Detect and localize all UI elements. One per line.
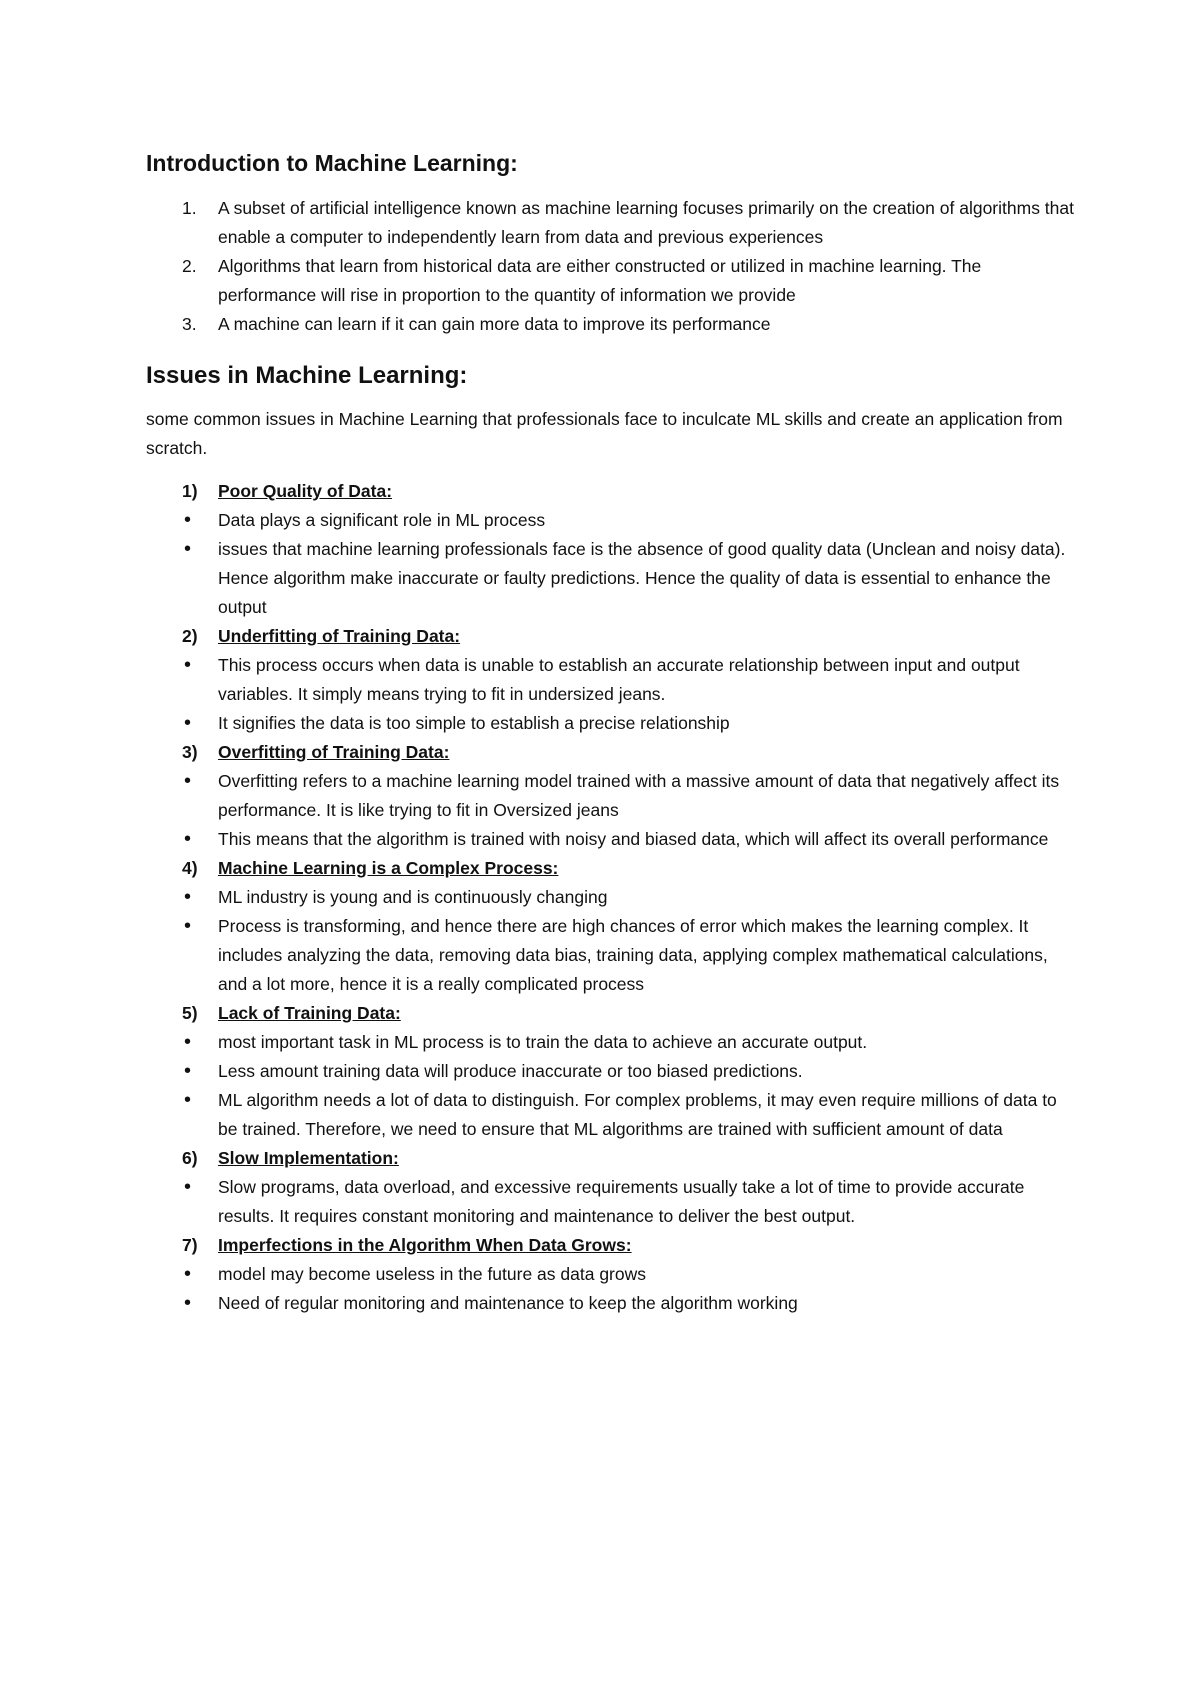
issue-heading bbox=[146, 1144, 1076, 1173]
bullet-item: • It signifies the data is too simple to establish a precise relationship bbox=[146, 709, 1076, 738]
intro-item-text: A subset of artificial intelligence known as machine learning focuses primarily on the creation of algorithms that enable a computer to independently learn from data and previous experiences bbox=[218, 198, 1074, 247]
bullet-item: • Overfitting refers to a machine learning model trained with a massive amount of data that negatively affect its performance. It is like trying to fit in Oversized jeans bbox=[146, 767, 1076, 825]
issue-number: 3) bbox=[182, 742, 198, 762]
issue-number: 5) bbox=[182, 1003, 198, 1023]
intro-list-item bbox=[146, 310, 1076, 339]
issue-section bbox=[146, 1144, 1076, 1231]
intro-list-item bbox=[146, 194, 1076, 252]
bullet-item: • Process is transforming, and hence there are high chances of error which makes the learning complex. It includes analyzing the data, removing data bias, training data, applying complex mathematical calculations, and a lot more, hence it is a really complicated process bbox=[146, 912, 1076, 999]
intro-item-number: 3. bbox=[182, 314, 197, 334]
issue-bullet-list bbox=[146, 506, 1076, 622]
issues-intro-paragraph: some common issues in Machine Learning that professionals face to inculcate ML skills and create an application from scratch. bbox=[146, 409, 1063, 458]
intro-item-text: Algorithms that learn from historical data are either constructed or utilized in machine learning. The performance will rise in proportion to the quantity of information we provide bbox=[218, 256, 982, 305]
bullet-item: • This process occurs when data is unable to establish an accurate relationship between input and output variables. It simply means trying to fit in undersized jeans. bbox=[146, 651, 1076, 709]
intro-item-text: A machine can learn if it can gain more data to improve its performance bbox=[218, 314, 771, 334]
issue-bullet-list bbox=[146, 651, 1076, 738]
intro-list-item bbox=[146, 252, 1076, 310]
bullet-item: • Data plays a significant role in ML process bbox=[146, 506, 1076, 535]
issue-bullet-list bbox=[146, 1028, 1076, 1144]
issue-title: Lack of Training Data: bbox=[218, 1003, 401, 1023]
issue-bullet-list bbox=[146, 767, 1076, 854]
issue-section bbox=[146, 999, 1076, 1144]
bullet-item: • Less amount training data will produce inaccurate or too biased predictions. bbox=[146, 1057, 1076, 1086]
issue-section bbox=[146, 854, 1076, 999]
bullet-item: • This means that the algorithm is trained with noisy and biased data, which will affect its overall performance bbox=[146, 825, 1076, 854]
issue-number: 7) bbox=[182, 1235, 198, 1255]
document-content bbox=[146, 148, 1076, 1318]
issue-heading bbox=[146, 1231, 1076, 1260]
issue-bullet-list bbox=[146, 1173, 1076, 1231]
issue-number: 2) bbox=[182, 626, 198, 646]
intro-item-number: 1. bbox=[182, 198, 197, 218]
issue-title: Poor Quality of Data: bbox=[218, 481, 393, 501]
issue-heading bbox=[146, 854, 1076, 883]
issue-title: Underfitting of Training Data: bbox=[218, 626, 461, 646]
issue-heading bbox=[146, 477, 1076, 506]
issue-number: 4) bbox=[182, 858, 198, 878]
issue-title: Machine Learning is a Complex Process: bbox=[218, 858, 559, 878]
bullet-item: • Slow programs, data overload, and excessive requirements usually take a lot of time to provide accurate results. It requires constant monitoring and maintenance to deliver the best output. bbox=[146, 1173, 1076, 1231]
bullet-item: • issues that machine learning professionals face is the absence of good quality data (Unclean and noisy data). Hence algorithm make inaccurate or faulty predictions. Hence the quality of data is essential to enhance the output bbox=[146, 535, 1076, 622]
issue-heading bbox=[146, 999, 1076, 1028]
bullet-item: • most important task in ML process is to train the data to achieve an accurate output. bbox=[146, 1028, 1076, 1057]
issues-heading: Issues in Machine Learning: bbox=[146, 362, 468, 389]
intro-list bbox=[146, 194, 1076, 339]
intro-heading: Introduction to Machine Learning: bbox=[146, 150, 518, 176]
issue-section bbox=[146, 477, 1076, 622]
issue-bullet-list bbox=[146, 1260, 1076, 1318]
issue-section bbox=[146, 622, 1076, 738]
issue-title: Overfitting of Training Data: bbox=[218, 742, 450, 762]
issue-number: 1) bbox=[182, 481, 198, 501]
bullet-item: • ML algorithm needs a lot of data to distinguish. For complex problems, it may even require millions of data to be trained. Therefore, we need to ensure that ML algorithms are trained with sufficient amount of data bbox=[146, 1086, 1076, 1144]
issue-number: 6) bbox=[182, 1148, 198, 1168]
issue-heading bbox=[146, 622, 1076, 651]
issue-heading bbox=[146, 738, 1076, 767]
issue-title: Imperfections in the Algorithm When Data Grows: bbox=[218, 1235, 632, 1255]
issue-bullet-list bbox=[146, 883, 1076, 999]
issue-section bbox=[146, 738, 1076, 854]
issue-section bbox=[146, 1231, 1076, 1318]
bullet-item: • model may become useless in the future as data grows bbox=[146, 1260, 1076, 1289]
intro-item-number: 2. bbox=[182, 256, 197, 276]
issue-title: Slow Implementation: bbox=[218, 1148, 399, 1168]
bullet-item: • ML industry is young and is continuously changing bbox=[146, 883, 1076, 912]
bullet-item: • Need of regular monitoring and maintenance to keep the algorithm working bbox=[146, 1289, 1076, 1318]
